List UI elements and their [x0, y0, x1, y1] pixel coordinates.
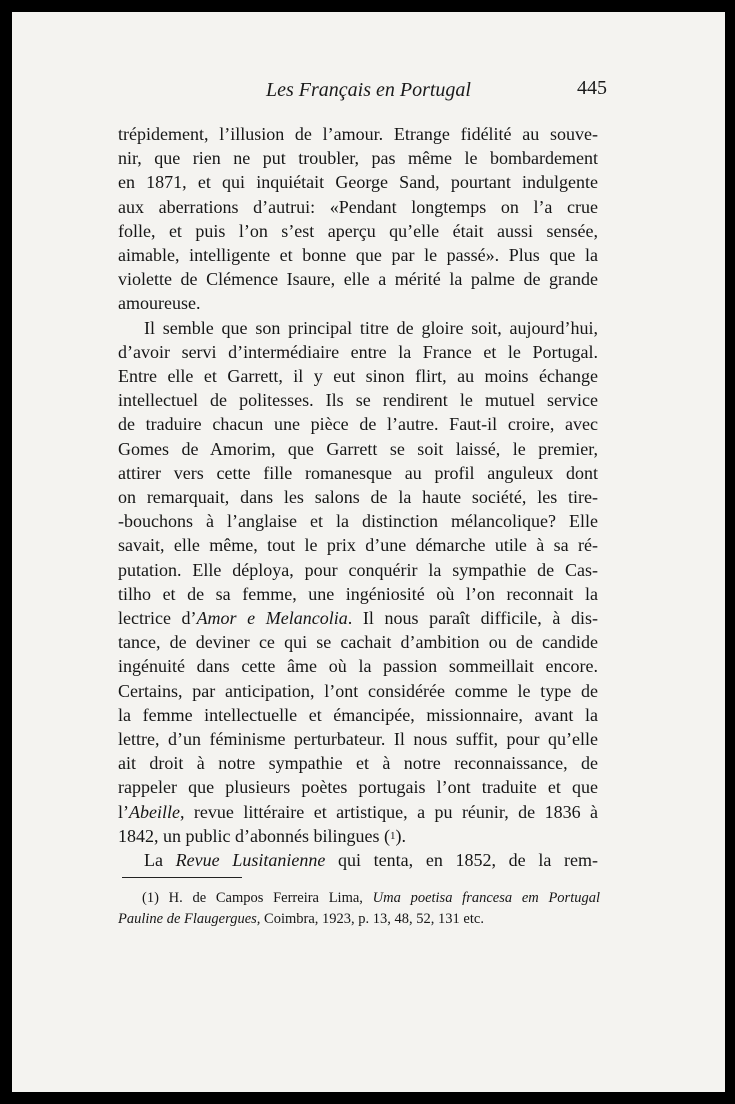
text-line — [118, 582, 598, 606]
paragraph — [118, 316, 598, 848]
text-line — [118, 146, 598, 170]
text-span: Entre elle et Garrett, il y eut sinon flirt, au moins échange — [118, 366, 598, 387]
text-span: aux aberrations d’autrui: «Pendant longtemps on l’a crue — [118, 196, 598, 217]
text-span: intellectuel de politesses. Ils se rendirent le mutuel service — [118, 390, 598, 411]
text-line — [118, 509, 598, 533]
text-line — [118, 679, 598, 703]
text-line — [118, 340, 598, 364]
text-span: amoureuse. — [118, 293, 201, 314]
text-span: La — [144, 850, 176, 871]
text-line — [118, 654, 598, 678]
text-line — [118, 775, 598, 799]
text-span: tilho et de sa femme, une ingéniosité où l’on reconnait la — [118, 583, 598, 604]
footnote-marker: (1) — [142, 890, 159, 906]
text-line — [118, 558, 598, 582]
italic-text: Abeille — [129, 801, 180, 822]
text-line — [118, 824, 598, 848]
text-line — [118, 364, 598, 388]
text-line — [118, 727, 598, 751]
italic-text: Pauline de Flaugergues, — [118, 911, 261, 927]
text-span: qui tenta, en 1852, de la rem- — [325, 850, 598, 871]
text-line — [118, 388, 598, 412]
text-line — [118, 412, 598, 436]
text-line — [118, 316, 598, 340]
text-span: ingénuité dans cette âme où la passion sommeillait encore. — [118, 656, 598, 677]
text-line — [118, 533, 598, 557]
text-span: Gomes de Amorim, que Garrett se soit laissé, le premier, — [118, 438, 598, 459]
text-line — [118, 461, 598, 485]
running-title: Les Français en Portugal — [266, 79, 471, 101]
text-span: lectrice d’ — [118, 608, 197, 629]
text-span: . Il nous paraît difficile, à dis- — [347, 608, 599, 629]
text-span: la femme intellectuelle et émancipée, missionnaire, avant la — [118, 704, 598, 725]
text-span: violette de Clémence Isaure, elle a mérité la palme de grande — [118, 269, 598, 290]
text-span: en 1871, et qui inquiétait George Sand, pourtant indulgente — [118, 172, 598, 193]
text-span: H. de Campos Ferreira Lima, — [158, 890, 373, 906]
text-span: folle, et puis l’on s’est aperçu qu’elle était aussi sensée, — [118, 220, 598, 241]
text-line — [118, 267, 598, 291]
text-span: nir, que rien ne put troubler, pas même le bombardement — [118, 148, 598, 169]
text-line — [118, 630, 598, 654]
text-line — [118, 751, 598, 775]
footnote — [118, 888, 600, 930]
text-line — [118, 291, 598, 315]
text-span: aimable, intelligente et bonne que par le passé». Plus que la — [118, 245, 598, 266]
text-span: rappeler que plusieurs poètes portugais l’ont traduite et que — [118, 777, 598, 798]
book-page — [12, 12, 725, 1092]
footnote-rule — [122, 877, 242, 878]
text-line — [118, 122, 598, 146]
text-span: Il semble que son principal titre de gloire soit, aujourd’hui, — [144, 317, 598, 338]
italic-text: Amor e Melancolia — [196, 608, 348, 629]
text-line — [118, 800, 598, 824]
text-line — [118, 170, 598, 194]
text-span: de traduire chacun une pièce de l’autre. Faut-il croire, avec — [118, 414, 598, 435]
text-span: l’ — [118, 801, 129, 822]
text-span: tance, de deviner ce qui se cachait d’ambition ou de candide — [118, 632, 598, 653]
italic-text: Revue Lusitanienne — [175, 850, 326, 871]
footnote-marker: 1 — [389, 829, 396, 842]
page-number: 445 — [577, 77, 607, 99]
text-span: putation. Elle déploya, pour conquérir la sympathie de Cas- — [118, 559, 598, 580]
text-span: ). — [395, 825, 406, 846]
text-line — [118, 606, 598, 630]
page-header — [12, 79, 725, 109]
text-span: attirer vers cette fille romanesque au profil anguleux dont — [118, 462, 598, 483]
text-line — [118, 703, 598, 727]
text-line — [118, 485, 598, 509]
text-line — [118, 219, 598, 243]
text-span: , revue littéraire et artistique, a pu réunir, de 1836 à — [179, 801, 598, 822]
text-span: Coimbra, 1923, p. 13, 48, 52, 131 etc. — [260, 911, 484, 927]
italic-text: Uma poetisa francesa em Portugal — [372, 890, 601, 906]
body-text — [118, 122, 598, 872]
paragraph — [118, 848, 598, 872]
text-span: on remarquait, dans les salons de la haute société, les tire- — [118, 487, 598, 508]
text-span: trépidement, l’illusion de l’amour. Etrange fidélité au souve- — [118, 124, 598, 144]
text-span: Certains, par anticipation, l’ont considérée comme le type de — [118, 680, 598, 701]
text-line — [118, 909, 600, 930]
text-span: d’avoir servi d’intermédiaire entre la France et le Portugal. — [118, 341, 598, 362]
text-span: savait, elle même, tout le prix d’une démarche utile à sa ré- — [118, 535, 598, 556]
text-span: lettre, d’un féminisme perturbateur. Il nous suffit, pour qu’elle — [118, 729, 598, 750]
text-span: ait droit à notre sympathie et à notre reconnaissance, de — [118, 753, 598, 774]
paragraph — [118, 122, 598, 316]
text-line — [118, 848, 598, 872]
text-line — [118, 888, 600, 909]
text-line — [118, 437, 598, 461]
text-span: -bouchons à l’anglaise et la distinction mélancolique? Elle — [118, 511, 598, 532]
text-span: 1842, un public d’abonnés bilingues ( — [118, 825, 390, 846]
text-line — [118, 195, 598, 219]
text-line — [118, 243, 598, 267]
